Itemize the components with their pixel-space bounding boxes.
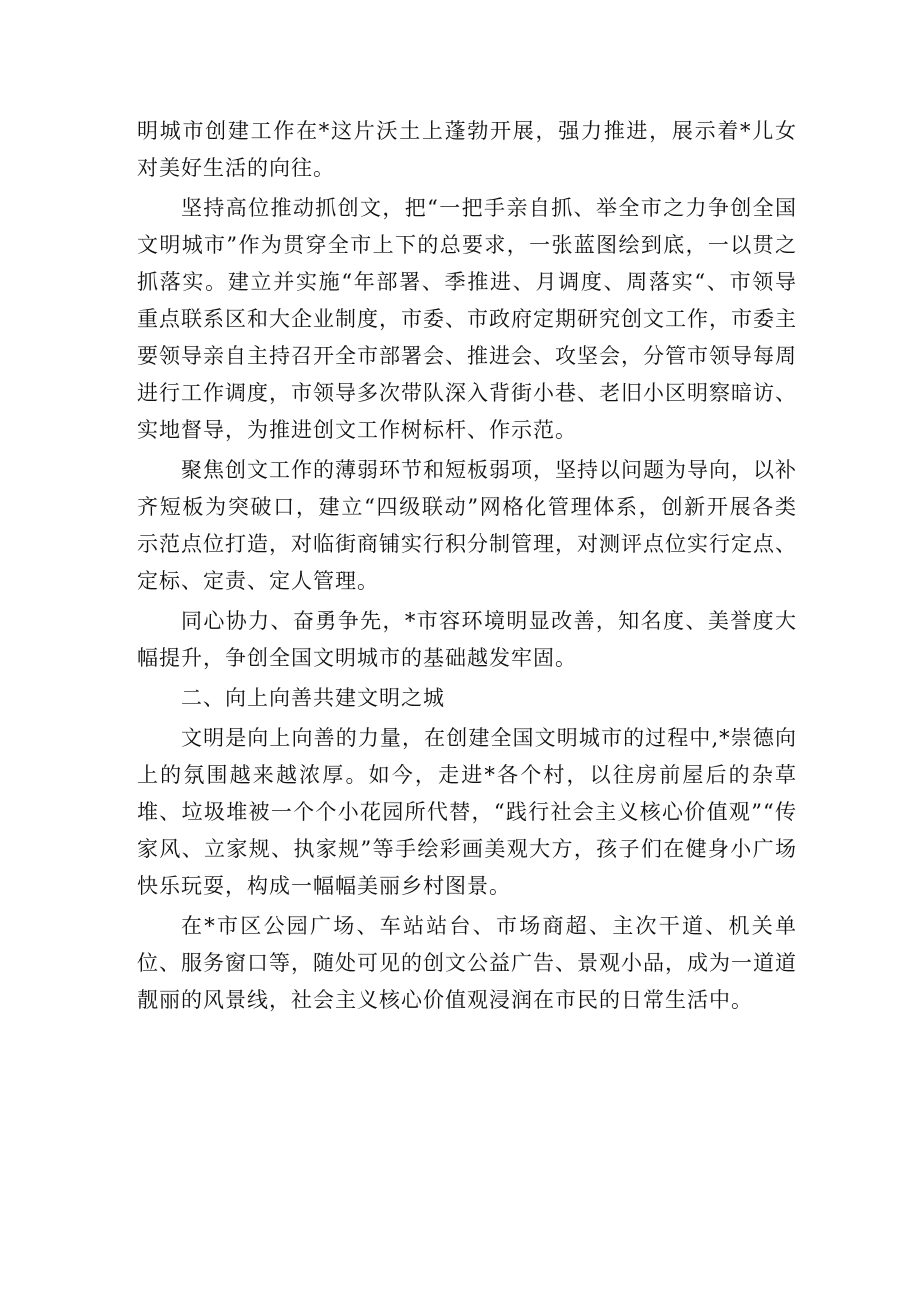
section-heading: 二、向上向善共建文明之城 — [181, 686, 445, 710]
paragraph: 坚持高位推动抓创文，把“一把手亲自抓、举全市之力争创全国文明城市”作为贯穿全市上下的总要求，一张蓝图绘到底，一以贯之抓落实。建立并实施“年部署、季推进、月调度、周落实“、市领导重点联系区和大企业制度，市委、市政府定期研究创文工作，市委主要领导亲自主持召开全市部署会、推进会、攻坚会，分管市领导每周进行工作调度，市领导多次带队深入背街小巷、老旧小区明察暗访、实地督导，为推进创文工作树标杆、作示范。 — [137, 196, 797, 442]
paragraph: 文明是向上向善的力量，在创建全国文明城市的过程中,*崇德向上的氛围越来越浓厚。如今，走进*各个村，以往房前屋后的杂草堆、垃圾堆被一个个小花园所代替，“践行社会主义核心价值观”“传家风、立家规、执家规”等手绘彩画美观大方，孩子们在健身小广场快乐玩耍，构成一幅幅美丽乡村图景。 — [137, 726, 797, 898]
paragraph: 同心协力、奋勇争先，*市容环境明显改善，知名度、美誉度大幅提升，争创全国文明城市的基础越发牢固。 — [137, 609, 797, 670]
paragraph: 聚焦创文工作的薄弱环节和短板弱项，坚持以问题为导向，以补齐短板为突破口，建立“四级联动”网格化管理体系，创新开展各类示范点位打造，对临街商铺实行积分制管理，对测评点位实行定点、定标、定责、定人管理。 — [137, 458, 797, 593]
paragraph: 在*市区公园广场、车站站台、市场商超、主次干道、机关单位、服务窗口等，随处可见的创文公益广告、景观小品，成为一道道靓丽的风景线，社会主义核心价值观浸润在市民的日常生活中。 — [137, 914, 797, 1012]
paragraph-continued: 明城市创建工作在*这片沃土上蓬勃开展，强力推进，展示着*儿女对美好生活的向往。 — [137, 119, 797, 180]
document-body — [137, 113, 797, 1022]
